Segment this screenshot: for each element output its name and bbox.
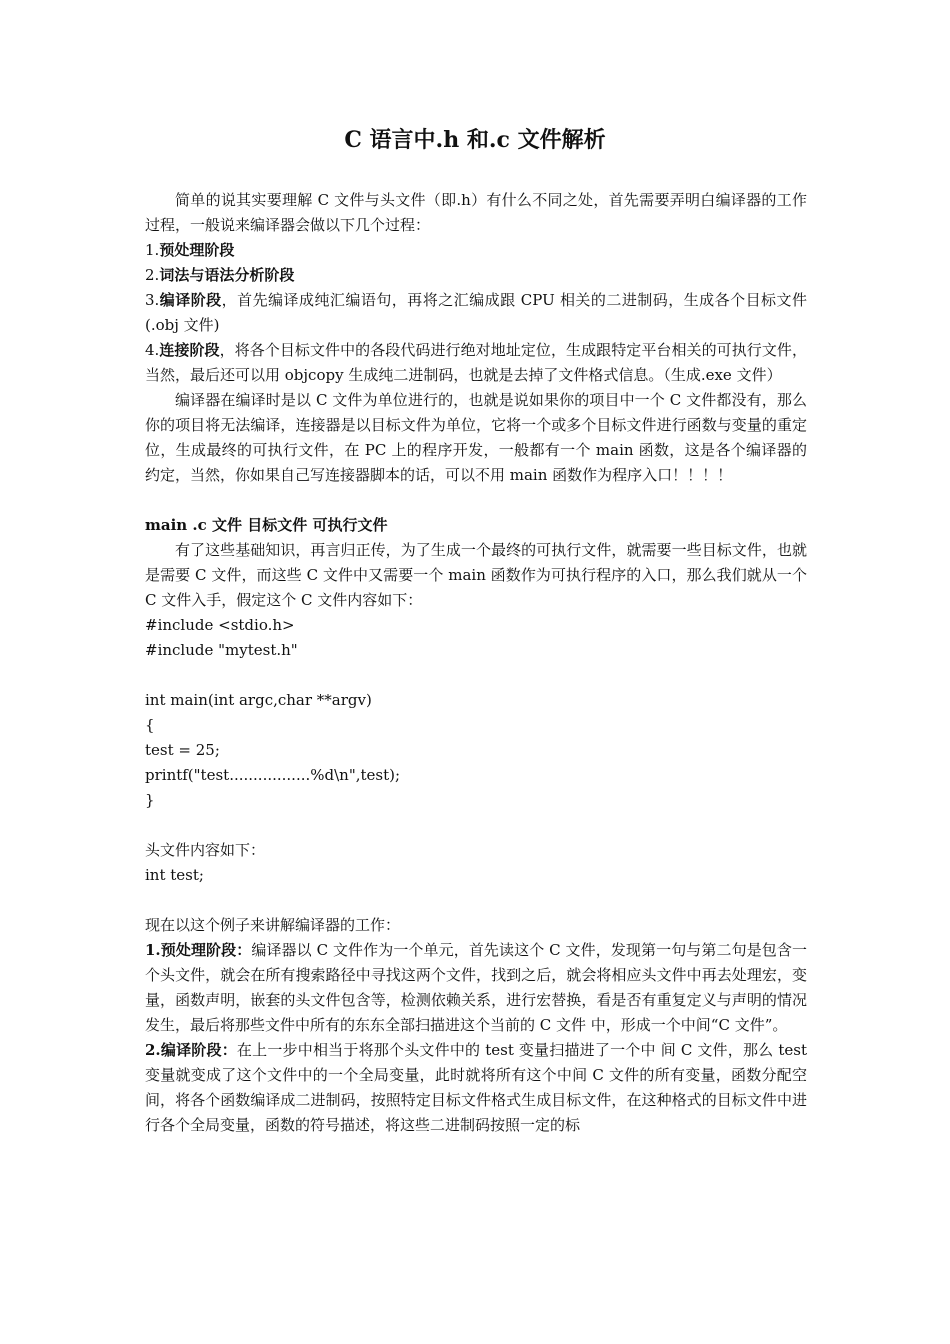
stage-desc: ，首先编译成纯汇编语句，再将之汇编成跟 CPU 相关的二进制码，生成各个目标文件 (.obj 文件) — [145, 291, 807, 334]
stage-name: 连接阶段 — [159, 341, 220, 359]
code-line: } — [145, 791, 155, 809]
stage-name: 编译阶段 — [159, 291, 222, 309]
blank-line — [145, 813, 807, 838]
blank-line — [145, 488, 807, 513]
code-line: { — [145, 716, 155, 734]
explain-desc: 编译器以 C 文件作为一个单元，首先读这个 C 文件，发现第一句与第二句是包含一个头文件，就会在所有搜索路径中寻找这两个文件，找到之后，就会将相应头文件中再去处理宏，变量，函数声明，嵌套的头文件包含等，检测依赖关系，进行宏替换，看是否有重复定义与声明的情况发生，最后将那些文件中所有的东东全部扫描进这个当前的 C 文件 中，形成一个中间“C 文件”。 — [145, 941, 807, 1034]
document-body — [145, 188, 807, 1138]
header-intro: 头文件内容如下： — [145, 841, 266, 859]
stage-number: 2. — [145, 266, 160, 284]
stage-item-4 — [145, 338, 807, 388]
code-line: int test; — [145, 866, 204, 884]
document-title: C 语言中.h 和.c 文件解析 — [344, 127, 606, 153]
explain-item-1 — [145, 938, 807, 1038]
code-line: #include "mytest.h" — [145, 641, 298, 659]
code-line: #include <stdio.h> — [145, 616, 295, 634]
explain-item-2 — [145, 1038, 807, 1138]
stage-item-2 — [145, 263, 807, 288]
explain-desc: 在上一步中相当于将那个头文件中的 test 变量扫描进了一个中 间 C 文件，那么 test 变量就变成了这个文件中的一个全局变量，此时就将所有这个中间 C 文件的所有变量，函数分配空间，将各个函数编译成二进制码，按照特定目标文件格式生成目标文件，在这种格式的目标文件中进行各个全局变量，函数的符号描述，将这些二进制码按照一定的标 — [145, 1041, 807, 1134]
code-line: int main(int argc,char **argv) — [145, 691, 372, 709]
stage-number: 1. — [145, 241, 160, 259]
stage-item-1 — [145, 238, 807, 263]
stage-name: 词法与语法分析阶段 — [159, 266, 295, 284]
explain-name: 2.编译阶段： — [145, 1041, 237, 1059]
intro-paragraph: 简单的说其实要理解 C 文件与头文件（即.h）有什么不同之处，首先需要弄明白编译器的工作过程，一般说来编译器会做以下几个过程： — [145, 191, 807, 234]
stage-number: 3. — [145, 291, 160, 309]
stage-item-3 — [145, 288, 807, 338]
compiler-paragraph: 编译器在编译时是以 C 文件为单位进行的，也就是说如果你的项目中一个 C 文件都没有，那么你的项目将无法编译，连接器是以目标文件为单位，它将一个或多个目标文件进行函数与变量的重定位，生成最终的可执行文件，在 PC 上的程序开发，一般都有一个 main 函数，这是各个编译器的约定，当然，你如果自己写连接器脚本的话，可以不用 main 函数作为程序入口！！！！ — [145, 391, 807, 484]
example-intro: 现在以这个例子来讲解编译器的工作： — [145, 916, 401, 934]
blank-line — [145, 888, 807, 913]
stage-desc: ，将各个目标文件中的各段代码进行绝对地址定位，生成跟特定平台相关的可执行文件，当然，最后还可以用 objcopy 生成纯二进制码，也就是去掉了文件格式信息。（生成.exe 文件） — [145, 341, 807, 384]
basics-paragraph: 有了这些基础知识，再言归正传，为了生成一个最终的可执行文件，就需要一些目标文件，也就是需要 C 文件，而这些 C 文件中又需要一个 main 函数作为可执行程序的入口，那么我们就从一个 C 文件入手，假定这个 C 文件内容如下： — [145, 541, 807, 609]
explain-name: 1.预处理阶段： — [145, 941, 252, 959]
section-heading: main .c 文件 目标文件 可执行文件 — [145, 516, 388, 534]
stage-number: 4. — [145, 341, 160, 359]
code-line: printf("test.................%d\n",test); — [145, 766, 401, 784]
stage-name: 预处理阶段 — [159, 241, 235, 259]
blank-line — [145, 663, 807, 688]
code-line: test = 25; — [145, 741, 220, 759]
